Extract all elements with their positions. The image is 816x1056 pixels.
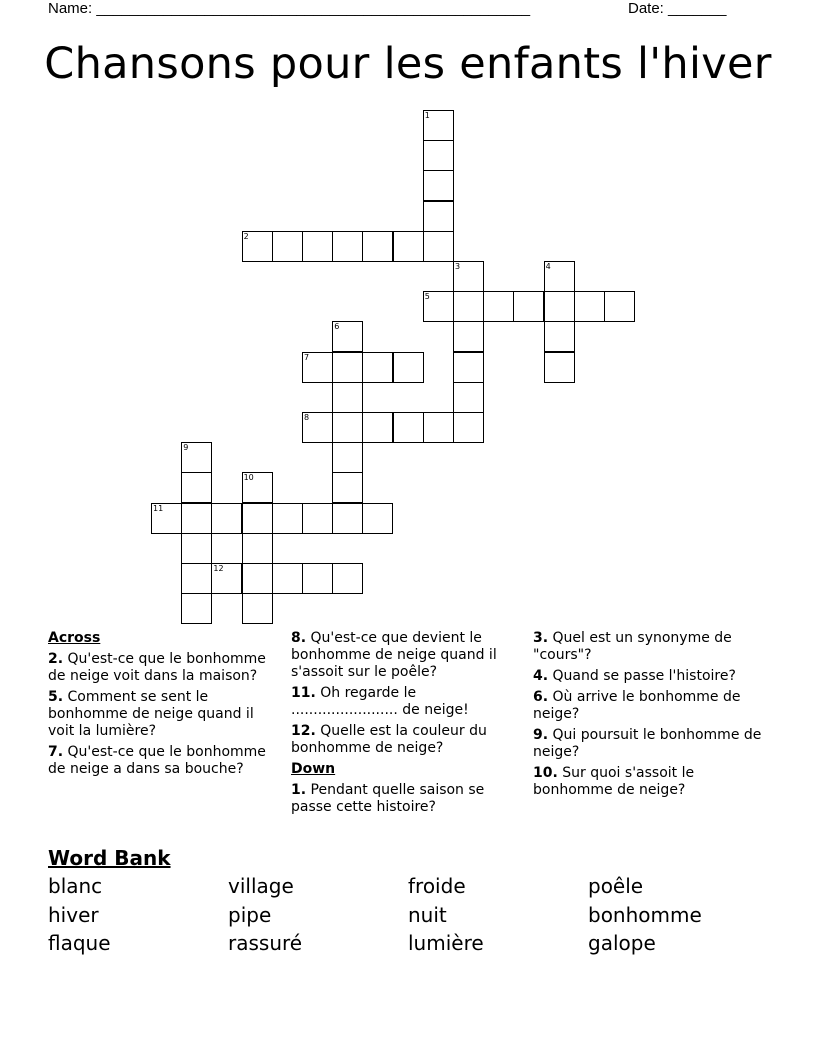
page-title: Chansons pour les enfants l'hiver — [44, 39, 772, 89]
word-bank-item: hiver — [48, 903, 99, 927]
crossword-cell[interactable] — [242, 231, 273, 262]
crossword-cell[interactable] — [423, 231, 454, 262]
crossword-cell[interactable] — [574, 291, 605, 322]
crossword-cell[interactable] — [423, 110, 454, 141]
clue-number: 9. — [533, 727, 549, 743]
crossword-cell[interactable] — [393, 352, 424, 383]
clue-text: Qu'est-ce que le bonhomme de neige a dans sa bouche? — [48, 744, 266, 777]
clue-number: 1. — [291, 782, 307, 798]
crossword-cell[interactable] — [242, 503, 273, 534]
clue-number: 11. — [291, 685, 316, 701]
clue-text: Quel est un synonyme de "cours"? — [533, 630, 732, 663]
clue-text: Quelle est la couleur du bonhomme de neige? — [291, 723, 487, 756]
word-bank-item: village — [228, 874, 294, 898]
crossword-cell[interactable] — [362, 503, 393, 534]
crossword-cell[interactable] — [423, 170, 454, 201]
clue-text: Quand se passe l'histoire? — [552, 668, 736, 684]
crossword-cell[interactable] — [181, 593, 212, 624]
clue-number: 5. — [48, 689, 64, 705]
cell-number: 5 — [424, 292, 430, 302]
clue-number: 8. — [291, 630, 307, 646]
clue-number: 10. — [533, 765, 558, 781]
crossword-cell[interactable] — [332, 231, 363, 262]
word-bank-item: blanc — [48, 874, 103, 898]
crossword-cell[interactable] — [483, 291, 514, 322]
clue-text: Qui poursuit le bonhomme de neige? — [533, 727, 762, 760]
clue-down-10 — [533, 765, 763, 799]
cell-number: 6 — [334, 322, 340, 332]
word-bank-item: bonhomme — [588, 903, 702, 927]
clue-number: 12. — [291, 723, 316, 739]
crossword-cell[interactable] — [453, 291, 484, 322]
crossword-cell[interactable] — [453, 352, 484, 383]
word-bank-item: froide — [408, 874, 466, 898]
crossword-cell[interactable] — [544, 352, 575, 383]
crossword-cell[interactable] — [604, 291, 635, 322]
clue-text: Où arrive le bonhomme de neige? — [533, 689, 741, 722]
cell-number: 3 — [455, 262, 461, 271]
crossword-cell[interactable] — [332, 563, 363, 594]
cell-number: 2 — [243, 231, 249, 241]
clues-column-3 — [533, 630, 763, 803]
crossword-cell[interactable] — [362, 412, 393, 443]
clue-down-9 — [533, 727, 763, 761]
crossword-cell[interactable] — [302, 503, 333, 534]
crossword-cell[interactable] — [272, 503, 303, 534]
crossword-cell[interactable] — [242, 563, 273, 594]
crossword-cell[interactable] — [362, 352, 393, 383]
crossword-cell[interactable] — [181, 533, 212, 564]
crossword-cell[interactable] — [423, 201, 454, 232]
crossword-cell[interactable] — [332, 472, 363, 503]
crossword-cell[interactable] — [332, 412, 363, 443]
crossword-cell[interactable] — [181, 563, 212, 594]
clue-number: 2. — [48, 651, 64, 667]
crossword-cell[interactable] — [211, 503, 242, 534]
clue-down-1 — [291, 782, 527, 816]
crossword-cell[interactable] — [332, 321, 363, 352]
crossword-cell[interactable] — [544, 261, 575, 292]
word-bank-item: nuit — [408, 903, 447, 927]
clue-across-8 — [291, 630, 527, 681]
crossword-cell[interactable] — [513, 291, 544, 322]
crossword-cell[interactable] — [272, 563, 303, 594]
clues-column-2 — [291, 630, 527, 820]
crossword-cell[interactable] — [151, 503, 182, 534]
crossword-cell[interactable] — [181, 442, 212, 473]
crossword-cell[interactable] — [242, 472, 273, 503]
word-bank-item: flaque — [48, 931, 111, 955]
cell-number: 10 — [243, 473, 254, 483]
crossword-cell[interactable] — [242, 593, 273, 624]
date-field-label[interactable]: Date: _______ — [628, 0, 727, 17]
clue-number: 4. — [533, 668, 549, 684]
crossword-cell[interactable] — [423, 412, 454, 443]
crossword-cell[interactable] — [544, 291, 575, 322]
cell-number: 4 — [545, 262, 551, 271]
clue-across-12 — [291, 723, 527, 757]
word-bank-item: rassuré — [228, 931, 303, 955]
clue-number: 7. — [48, 744, 64, 760]
clue-text: Oh regarde le ........................ de neige! — [291, 685, 469, 718]
cell-number: 7 — [304, 352, 310, 362]
clue-number: 6. — [533, 689, 549, 705]
clue-across-7 — [48, 744, 280, 778]
clue-number: 3. — [533, 630, 549, 646]
crossword-cell[interactable] — [332, 352, 363, 383]
cell-number: 1 — [424, 111, 430, 120]
clues-column-1 — [48, 630, 280, 782]
crossword-cell[interactable] — [302, 563, 333, 594]
crossword-cell[interactable] — [393, 231, 424, 262]
crossword-cell[interactable] — [242, 533, 273, 564]
crossword-cell[interactable] — [453, 321, 484, 352]
word-bank-item: pipe — [228, 903, 272, 927]
clue-text: Qu'est-ce que le bonhomme de neige voit dans la maison? — [48, 651, 266, 684]
crossword-cell[interactable] — [362, 231, 393, 262]
crossword-cell[interactable] — [302, 412, 333, 443]
down-heading: Down — [291, 761, 336, 777]
crossword-cell[interactable] — [453, 382, 484, 413]
crossword-cell[interactable] — [302, 352, 333, 383]
across-heading: Across — [48, 630, 101, 646]
crossword-cell[interactable] — [423, 291, 454, 322]
crossword-cell[interactable] — [453, 261, 484, 292]
crossword-cell[interactable] — [211, 563, 242, 594]
clue-across-5 — [48, 689, 280, 740]
cell-number: 9 — [183, 443, 189, 453]
word-bank-item: poêle — [588, 874, 644, 898]
crossword-cell[interactable] — [181, 472, 212, 503]
crossword-cell[interactable] — [181, 503, 212, 534]
crossword-cell[interactable] — [544, 321, 575, 352]
crossword-cell[interactable] — [302, 231, 333, 262]
crossword-cell[interactable] — [332, 442, 363, 473]
crossword-cell[interactable] — [272, 231, 303, 262]
cell-number: 12 — [213, 564, 224, 573]
name-field-label[interactable]: Name: ____________________________________________________ — [48, 0, 531, 17]
clue-down-4 — [533, 668, 763, 685]
crossword-cell[interactable] — [332, 503, 363, 534]
crossword-cell[interactable] — [393, 412, 424, 443]
clue-down-3 — [533, 630, 763, 664]
clue-text: Qu'est-ce que devient le bonhomme de neige quand il s'assoit sur le poêle? — [291, 630, 497, 680]
clue-text: Sur quoi s'assoit le bonhomme de neige? — [533, 765, 695, 798]
crossword-cell[interactable] — [332, 382, 363, 413]
crossword-cell[interactable] — [453, 412, 484, 443]
crossword-cell[interactable] — [423, 140, 454, 171]
clue-across-2 — [48, 651, 280, 685]
clue-text: Pendant quelle saison se passe cette histoire? — [291, 782, 485, 815]
cell-number: 8 — [304, 413, 310, 422]
word-bank-title: Word Bank — [48, 846, 171, 870]
cell-number: 11 — [153, 503, 164, 513]
word-bank-item: galope — [588, 931, 656, 955]
word-bank-item: lumière — [408, 931, 484, 955]
clue-down-6 — [533, 689, 763, 723]
clue-across-11 — [291, 685, 527, 719]
clue-text: Comment se sent le bonhomme de neige quand il voit la lumière? — [48, 689, 254, 739]
